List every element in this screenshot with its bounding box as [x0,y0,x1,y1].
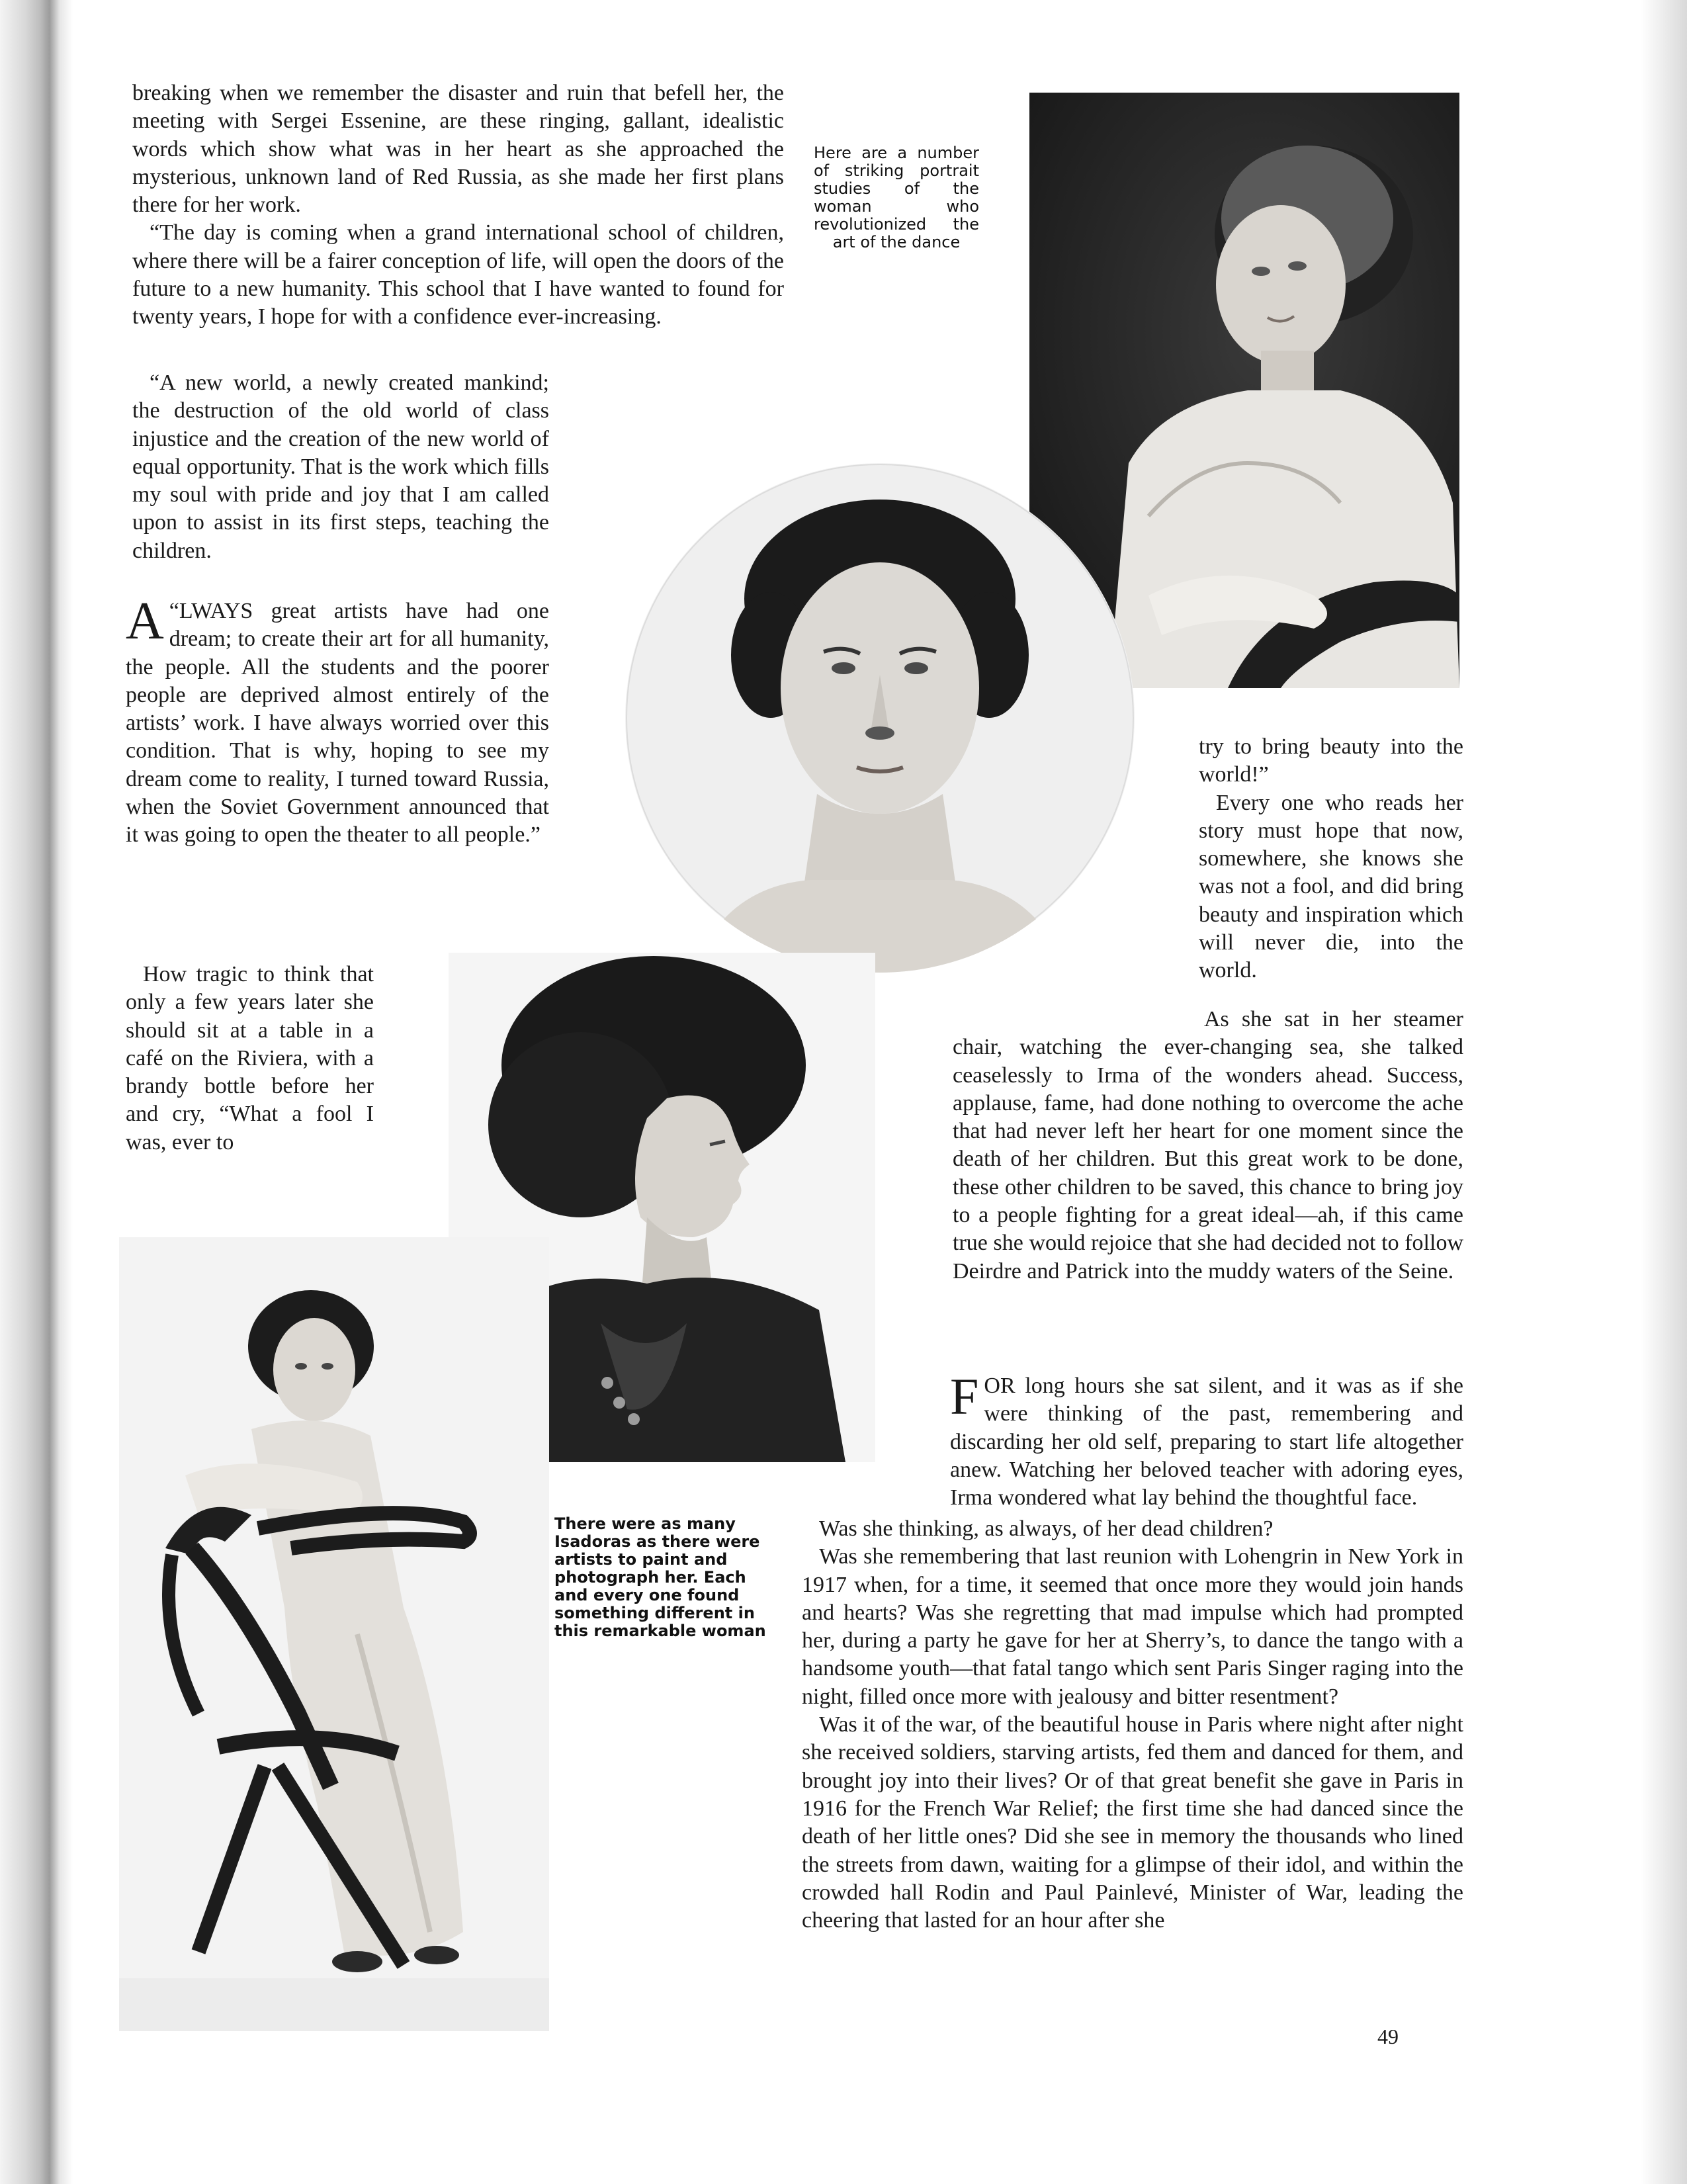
portrait-folding-chair-photo [119,1237,549,2031]
drop-cap-a: A [126,592,164,650]
article-col3-for [950,1368,1463,1512]
article-paragraph: Was she remembering that last reunion with Lohengrin in New York in 1917 when, for a time, it seemed that once more they would join hands and hearts? Was she regretting that mad impulse which had prompted her, during a party he gave for her at Sherry’s, to dance the tango with a handsome youth—that fatal tango which sent Paris Singer raging into the night, filled once more with jealousy and bitter resentment? [802,1544,1463,1709]
article-paragraph: breaking when we remember the disaster and ruin that befell her, the meeting with Sergei Essenine, are these ringing, gallant, idealistic words which show what was in her heart as she approached the mysterious, unknown land of Red Russia, as she made her first plans there for her work. [132,81,784,218]
steamer-text: As she sat in her steamer chair, watching the ever-changing sea, she talked ceaselessly to Irma of the wonders ahead. Success, applause, fame, had done nothing to overcome the ache that had never left her heart for one moment since the death of her children. But this great work to be done, these other children to be saved, this chance to bring joy to a people fighting for a great ideal—ah, if this came true she would rejoice that she had decided not to follow Deirdre and Patrick into the muddy waters of the Seine. [953,1007,1463,1284]
article-paragraph: “The day is coming when a grand international school of children, where there will be a fairer conception of life, will open the doors of the future to a new humanity. This school that I have wanted to found for twenty years, I hope for with a confidence ever-increasing. [132,220,784,329]
photo-caption-bottom: There were as many Isadoras as there were artists to paint and photograph her. Each and every one found something different in this remarkable woman [554,1514,766,1640]
article-col1-top [132,79,784,331]
article-col1-newworld [132,369,549,565]
article-paragraph [126,592,549,850]
page-binding-shadow [0,0,73,2184]
article-paragraph [953,1006,1463,1286]
article-col3-top [1199,733,1463,985]
article-paragraph: “A new world, a newly created mankind; the destruction of the old world of class injustice and the creation of the new world of equal opportunity. That is the work which fills my soul with pride and joy that I am called upon to assist in its first steps, teaching the children. [132,371,549,563]
article-col1-tragic [126,961,374,1157]
article-col3-steamer [953,1006,1463,1286]
photo-caption-top: Here are a number of striking portrait studies of the woman who revolutionized the art of the dance [814,144,979,251]
portrait-circle-photo [625,463,1135,973]
article-paragraph: How tragic to think that only a few years later she should sit at a table in a café on the Riviera, with a brandy bottle before her and cry, “What a fool I was, ever to [126,962,374,1155]
article-paragraph: Was she thinking, as always, of her dead children? [819,1516,1274,1541]
article-paragraph [950,1368,1463,1512]
portrait-folding-chair-svg [119,1237,549,2031]
page-edge-shadow [1641,0,1687,2184]
for-text: OR long hours she sat silent, and it was as if she were thinking of the past, remembering and discarding her old self, preparing to start life altogether anew. Watching her beloved teacher with adoring eyes, Irma wondered what lay behind the thoughtful face. [950,1374,1463,1510]
drop-cap-f: F [950,1368,979,1425]
article-paragraph: try to bring beauty into the world!” [1199,734,1463,787]
article-paragraph: Was it of the war, of the beautiful house in Paris where night after night she received soldiers, starving artists, fed them and danced for them, and brought joy into their lives? Or of that great benefit she gave in Paris in 1916 for the French War Relief; the first time she had danced since the death of her little ones? Did she see in memory the thousands who lined the streets from dawn, waiting for a glimpse of their idol, and within the crowded hall Rodin and Paul Painlevé, Minister of War, leading the cheering that lasted for an hour after she [802,1712,1463,1933]
page-number: 49 [1377,2025,1399,2048]
article-col1-always [126,592,549,850]
open-quote: “ [169,599,179,623]
always-text: LWAYS great artists have had one dream; to create their art for all humanity, the people. All the students and the poorer people are deprived almost entirely of the artists’ work. I have always worried over this condition. That is why, hoping to see my dream come to reality, I turned toward Russia, when the Soviet Government announced that it was going to open the theater to all people.” [126,599,549,848]
article-col3-lower [802,1515,1463,1935]
portrait-circle-svg [625,463,1135,973]
article-paragraph: Every one who reads her story must hope that now, somewhere, she knows she was not a fool, and did bring beauty and inspiration which will never die, into the world. [1199,790,1463,983]
